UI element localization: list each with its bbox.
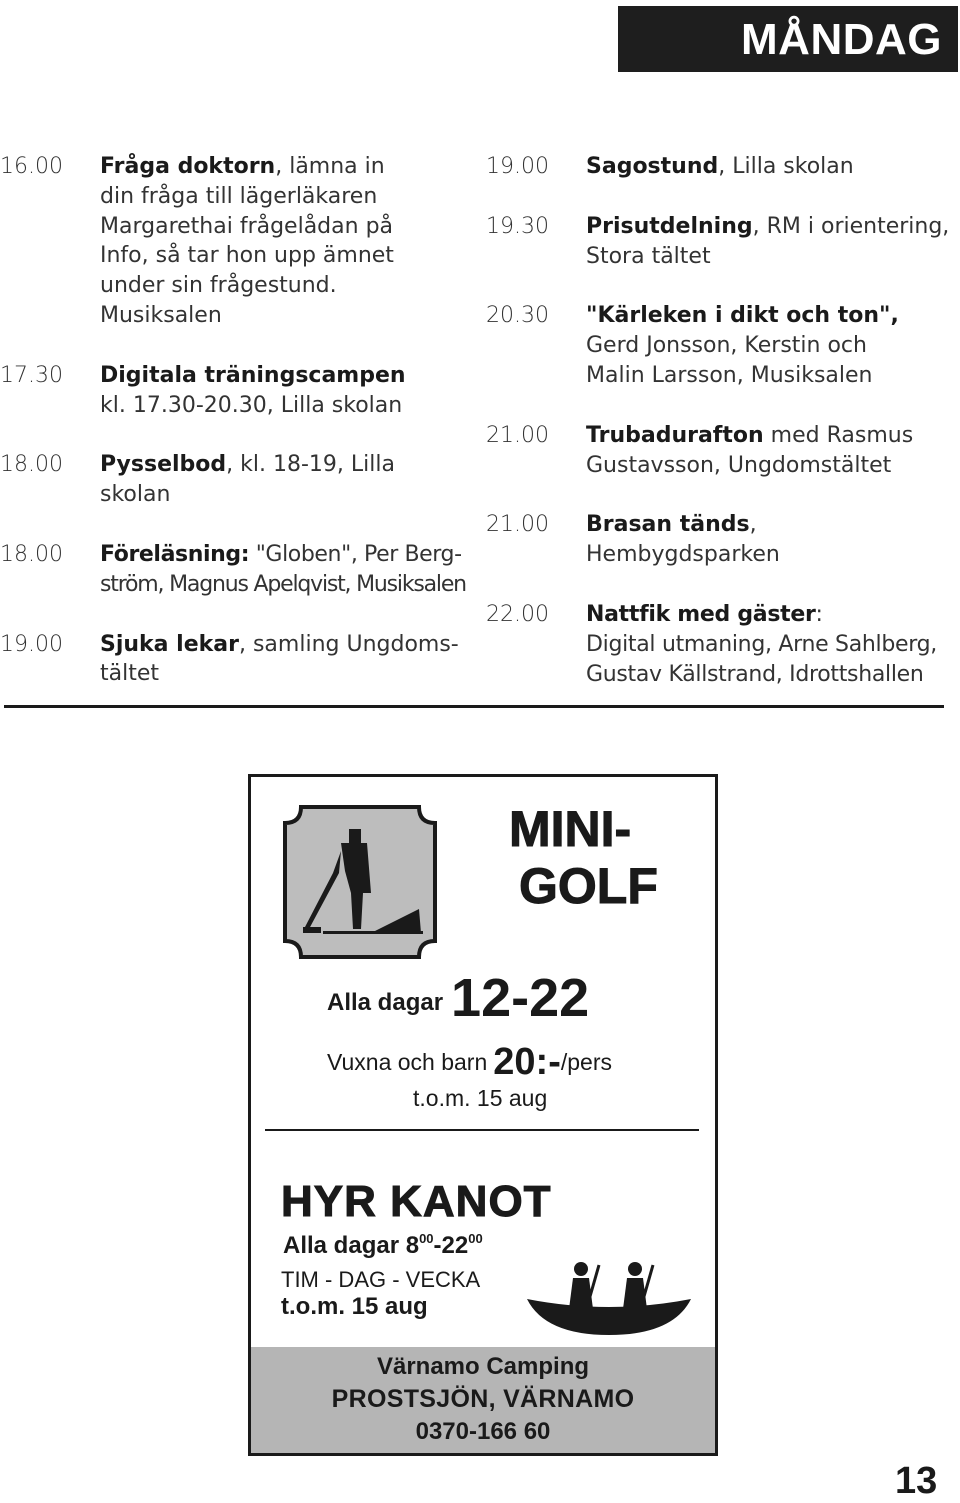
canoe-hours: Alla dagar $8^{00}-22^{00}$ xyxy=(283,1231,483,1259)
event-time: 21.00 xyxy=(486,422,549,448)
event-title: Fråga doktorn xyxy=(100,154,276,179)
event-description: Pysselbod, kl. 18-19, Lilla skolan xyxy=(100,452,395,508)
event-description: Brasan tänds, Hembygdsparken xyxy=(586,512,780,568)
event-entry xyxy=(486,510,956,570)
event-description: Digitala träningscampen kl. 17.30-20.30, Lilla skolan xyxy=(100,362,406,418)
event-time: 22.00 xyxy=(486,601,549,627)
event-description: Sjuka lekar, samling Ungdoms- tältet xyxy=(100,631,459,687)
canoe-heading: HYR KANOT xyxy=(281,1177,552,1226)
minigolf-player-icon xyxy=(279,801,441,963)
event-description: Sagostund, Lilla skolan xyxy=(586,154,854,179)
event-time: 19.00 xyxy=(0,631,63,657)
event-entry xyxy=(486,301,956,390)
event-title: Sjuka lekar xyxy=(100,631,239,657)
campsite-location: PROSTSJÖN, VÄRNAMO xyxy=(331,1385,635,1413)
event-title: Prisutdelning xyxy=(586,213,753,239)
event-time: 19.30 xyxy=(486,213,549,239)
canoe-paddlers-icon xyxy=(523,1251,695,1337)
event-time: 18.00 xyxy=(0,541,63,567)
event-time: 18.00 xyxy=(0,452,63,478)
schedule-right-column xyxy=(486,152,956,719)
event-entry xyxy=(0,540,470,600)
event-entry xyxy=(0,630,470,690)
event-entry xyxy=(0,152,470,331)
event-entry xyxy=(486,600,956,689)
event-title: Sagostund xyxy=(586,154,719,179)
event-description: Trubadurafton med Rasmus Gustavsson, Ungdomstältet xyxy=(586,422,914,478)
day-header xyxy=(618,6,958,72)
campsite-contact xyxy=(251,1347,715,1453)
minigolf-hours: Alla dagar 12-22 xyxy=(327,968,590,1028)
event-entry xyxy=(486,212,956,272)
event-title: Nattfik med gäster xyxy=(586,601,816,627)
event-title: Trubadurafton xyxy=(586,422,764,448)
event-entry xyxy=(486,421,956,481)
event-title: Föreläsning: xyxy=(100,541,250,567)
event-entry xyxy=(486,152,956,182)
event-title: Brasan tänds xyxy=(586,512,750,538)
canoe-season-end: t.o.m. 15 aug xyxy=(281,1293,428,1320)
event-time: 20.30 xyxy=(486,303,549,329)
minigolf-heading: MINI- GOLF xyxy=(509,801,658,914)
section-divider xyxy=(4,705,944,708)
event-description: Nattfik med gäster: Digital utmaning, Arne Sahlberg, Gustav Källstrand, Idrottshallen xyxy=(586,601,937,687)
camping-advertisement xyxy=(248,774,718,1456)
event-description: Föreläsning: "Globen", Per Berg- ström, Magnus Apelqvist, Musiksalen xyxy=(100,541,466,597)
event-time: 17.30 xyxy=(0,362,63,388)
event-title: "Kärleken i dikt och ton", xyxy=(586,303,899,329)
event-description: "Kärleken i dikt och ton", Gerd Jonsson, Kerstin och Malin Larsson, Musiksalen xyxy=(586,303,899,388)
event-title: Digitala träningscampen xyxy=(100,362,406,388)
ad-divider-line xyxy=(265,1129,699,1131)
page-number: 13 xyxy=(895,1460,938,1502)
event-title: Pysselbod xyxy=(100,452,227,478)
event-time: 21.00 xyxy=(486,512,549,538)
event-entry xyxy=(0,361,470,421)
campsite-phone: 0370-166 60 xyxy=(415,1418,551,1445)
event-time: 16.00 xyxy=(0,154,63,179)
event-description: Prisutdelning, RM i orientering, Stora tältet xyxy=(586,213,950,269)
campsite-name: Värnamo Camping xyxy=(376,1353,590,1380)
event-time: 19.00 xyxy=(486,154,549,179)
event-entry xyxy=(0,450,470,510)
day-title: MÅNDAG xyxy=(741,15,942,64)
event-description: Fråga doktorn, lämna in din fråga till lägerläkaren Margarethai frågelådan på Info, så tar hon upp ämnet under sin frågestund. Musiksalen xyxy=(100,154,394,328)
minigolf-price: Vuxna och barn 20:-/pers xyxy=(327,1041,612,1083)
schedule-left-column xyxy=(0,152,470,719)
minigolf-season-end: t.o.m. 15 aug xyxy=(413,1085,548,1111)
canoe-rental-periods: TIM - DAG - VECKA xyxy=(281,1267,481,1292)
